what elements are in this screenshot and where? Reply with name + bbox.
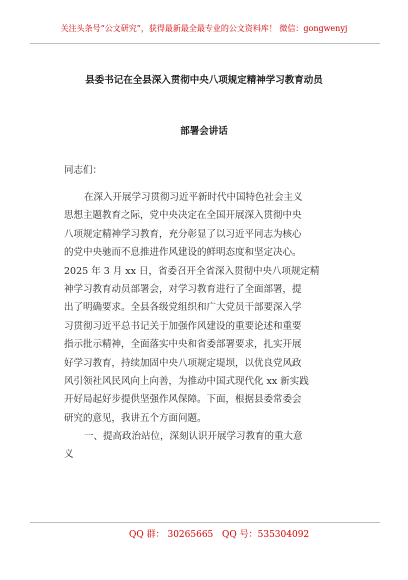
body-line: 的党中央驰而不息推进作风建设的鲜明态度和坚定决心。 (64, 247, 302, 259)
body-line: 思想主题教育之际，党中央决定在全国开展深入贯彻中央 (64, 210, 302, 222)
section-heading-line: 义 (64, 449, 74, 461)
section-heading-line: 一、提高政治站位，深刻认识开展学习教育的重大意 (84, 431, 303, 443)
body-line: 出了明确要求。全县各级党组织和广大党员干部要深入学 (64, 302, 302, 314)
footer-divider (30, 522, 380, 523)
document-body (64, 189, 354, 465)
header-divider (30, 43, 380, 44)
salutation: 同志们： (64, 165, 103, 176)
document-title-line-2: 部署会讲话 (180, 126, 228, 137)
header-banner: 关注头条号“公文研究”，获得最新最全最专业的公文资料库！ 微信：gongwenyj (60, 24, 348, 33)
body-line: 神学习教育动员部署会，对学习教育进行了全面部署，提 (64, 283, 302, 295)
body-line: 八项规定精神学习教育，充分彰显了以习近平同志为核心 (64, 228, 302, 240)
body-line: 指示批示精神，全面落实中央和省委部署要求，扎实开展 (64, 339, 302, 351)
body-line: 开好局起好步提供坚强作风保障。下面，根据县委常委会 (64, 394, 302, 406)
footer-qq-number: QQ 号：535304092 (222, 530, 310, 540)
body-line: 研究的意见，我讲五个方面问题。 (64, 412, 207, 424)
body-line: 风引领社风民风向上向善，为推动中国式现代化 xx 新实践 (64, 375, 309, 387)
footer-qq-group: QQ 群： 30265665 (129, 530, 214, 540)
body-line: 在深入开展学习贯彻习近平新时代中国特色社会主义 (84, 192, 303, 203)
document-title-line-1: 县委书记在全县深入贯彻中央八项规定精神学习教育动员 (85, 75, 323, 86)
body-line: 习贯彻习近平总书记关于加强作风建设的重要论述和重要 (64, 320, 302, 332)
body-line: 2025 年 3 月 xx 日，省委召开全省深入贯彻中央八项规定精 (64, 265, 320, 277)
body-line: 好学习教育，持续加固中央八项规定堤坝，以优良党风政 (64, 357, 302, 369)
